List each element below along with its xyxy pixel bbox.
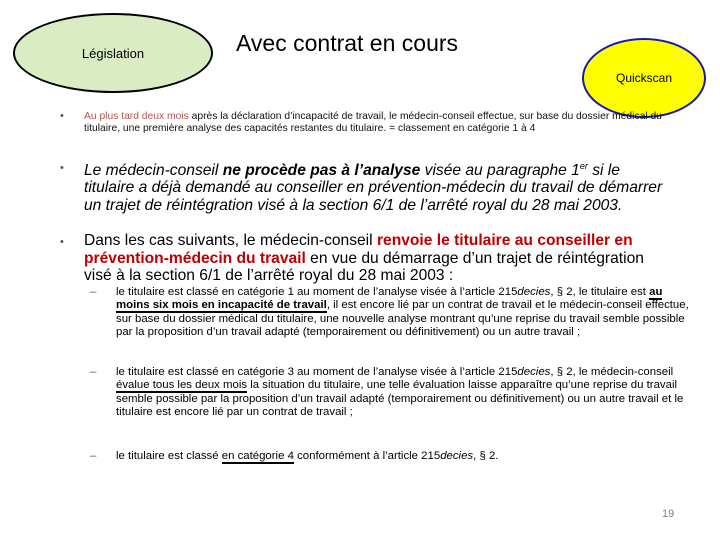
dash-icon: – xyxy=(90,450,97,462)
sub2-text-a: le titulaire est classé en catégorie 3 au moment de l’analyse visée à l’article 215 xyxy=(116,366,518,378)
bullet-item-2 xyxy=(60,158,674,214)
bullet1-text: après la déclaration d’incapacité de travail, le médecin-conseil effectue, sur base du dossier médical du titulaire, une première analyse des capacités restantes du titulaire. = classement en catégorie 1 à 4 xyxy=(84,111,662,134)
sub3-text-a: le titulaire est classé xyxy=(116,450,222,462)
bullet3-text-a: Dans les cas suivants, le médecin-conseil xyxy=(84,232,377,249)
sub1-underlined: au moins six mois en incapacité de travail xyxy=(116,286,663,312)
legislation-label: Législation xyxy=(81,45,145,61)
sub-item-3 xyxy=(90,450,696,463)
sub-item-1 xyxy=(90,286,696,366)
slide-title: Avec contrat en cours xyxy=(236,30,459,56)
sub-list xyxy=(90,286,696,463)
page-number: 19 xyxy=(662,508,675,520)
bullet-icon: • xyxy=(60,110,64,122)
sub1-text-b: , § 2, le titulaire est xyxy=(550,286,650,298)
bullet2-bold: ne procède pas à l’analyse xyxy=(222,162,421,180)
bullet-item-3 xyxy=(60,232,674,285)
sub1-text-a: le titulaire est classé en catégorie 1 au moment de l’analyse visée à l’article 215 xyxy=(116,286,518,298)
sub3-text-b: conformément à l’article 215 xyxy=(293,450,441,462)
bullet2-text-c: si le titulaire a déjà demandé au conseiller en prévention-médecin du travail de démarrer un trajet de réintégration visé à la section 6/1 de l’arrêté royal du 28 mai 2003. xyxy=(84,162,663,214)
bullet2-text-b: visée au paragraphe 1 xyxy=(420,162,580,180)
bullet-icon: • xyxy=(60,162,64,174)
bullet-item-1 xyxy=(60,110,668,134)
sub-item-2 xyxy=(90,366,696,450)
bullet2-sup: er xyxy=(579,161,588,171)
bullet-icon: • xyxy=(60,236,64,248)
sub2-underlined: évalue tous les deux mois xyxy=(116,379,248,392)
bullet3-text-b: en vue du démarrage d’un trajet de réintégration visé à la section 6/1 de l’arrêté royal du 28 mai 2003 : xyxy=(84,249,644,285)
bullet1-highlight: Au plus tard deux mois xyxy=(84,111,189,122)
quickscan-oval xyxy=(582,38,706,118)
sub3-underlined: en catégorie 4 xyxy=(221,450,294,462)
dash-icon: – xyxy=(90,286,97,298)
sub2-text-c: la situation du titulaire, une telle évaluation laisse apparaître qu’une reprise du travail semble possible par la proposition d’un travail adapté (temporairement ou définitivement) ou un autre travail et le titulaire est encore lié par un contrat de travail ; xyxy=(116,379,684,418)
sub3-decies: decies xyxy=(440,450,474,462)
quickscan-label: Quickscan xyxy=(615,71,673,85)
legislation-oval xyxy=(13,13,213,93)
dash-icon: – xyxy=(90,366,97,378)
sub1-text-c: , il est encore lié par un contrat de travail et le médecin-conseil effectue, sur base du dossier médical du titulaire, une nouvelle analyse montrant qu’une reprise du travail semble possible par la proposition d’un travail adapté (temporairement ou définitivement) ou un autre travail ; xyxy=(116,299,689,338)
bullet3-highlight: renvoie le titulaire au conseiller en prévention-médecin du travail xyxy=(84,232,633,267)
sub2-decies: decies xyxy=(517,366,551,378)
sub3-text-c: , § 2. xyxy=(473,450,499,462)
bullet2-text-a: Le médecin-conseil xyxy=(84,162,223,180)
sub2-text-b: , § 2, le médecin-conseil xyxy=(550,366,674,378)
sub1-decies: decies xyxy=(517,286,551,298)
